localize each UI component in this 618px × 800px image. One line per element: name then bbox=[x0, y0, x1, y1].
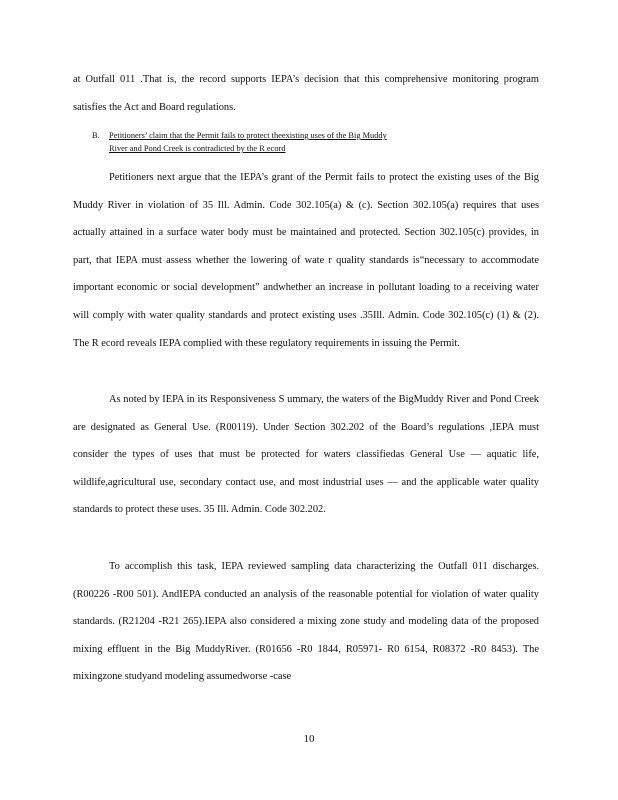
paragraph-continued: at Outfall 011 .That is, the record supports IEPA’s decision that this comprehensive monitoring program satisfies the Act and Board regulations. bbox=[73, 74, 539, 113]
section-heading-line-2: River and Pond Creek is contradicted by the R ecord bbox=[109, 144, 286, 153]
section-letter: B. bbox=[92, 131, 100, 140]
page-number: 10 bbox=[303, 733, 315, 745]
paragraph-general-use: As noted by IEPA in its Responsiveness S ummary, the waters of the BigMuddy River and Pond Creek are designated as General Use. (R00119). Under Section 302.202 of the Board’s regulations ,IEPA must consider the types of uses that must be protected for waters classifiedas General Use — aquatic life, wildlife,agricultural use, secondary contact use, and most industrial uses — and the applicable water quality standards to protect these uses. 35 Ill. Admin. Code 302.202. bbox=[73, 394, 539, 516]
paragraph-existing-uses: Petitioners next argue that the IEPA’s grant of the Permit fails to protect the existing uses of the Big Muddy River in violation of 35 Ill. Admin. Code 302.105(a) & (c). Section 302.105(a) requires that uses actually attained in a surface water body must be maintained and protected. Section 302.105(c) provides, in part, that IEPA must assess whether the lowering of wate r quality standards is“necessary to accommodate important economic or social development” andwhether an increase in pollutant loading to a receiving water will comply with water quality standards and protect existing uses .35Ill. Admin. Code 302.105(c) (1) & (2). The R ecord reveals IEPA complied with these regulatory requirements in issuing the Permit. bbox=[73, 172, 539, 349]
section-heading-line-1: Petitioners’ claim that the Permit fails to protect theexisting uses of the Big Muddy bbox=[109, 131, 387, 140]
paragraph-sampling-data: To accomplish this task, IEPA reviewed sampling data characterizing the Outfall 011 discharges. (R00226 -R00 501). AndIEPA conducted an analysis of the reasonable potential for violation of water quality standards. (R21204 -R21 265).IEPA also considered a mixing zone study and modeling data of the proposed mixing effluent in the Big MuddyRiver. (R01656 -R0 1844, R05971- R0 6154, R08372 -R0 8453). The mixingzone studyand modeling assumedworse -case bbox=[73, 561, 539, 683]
section-heading bbox=[92, 129, 532, 155]
